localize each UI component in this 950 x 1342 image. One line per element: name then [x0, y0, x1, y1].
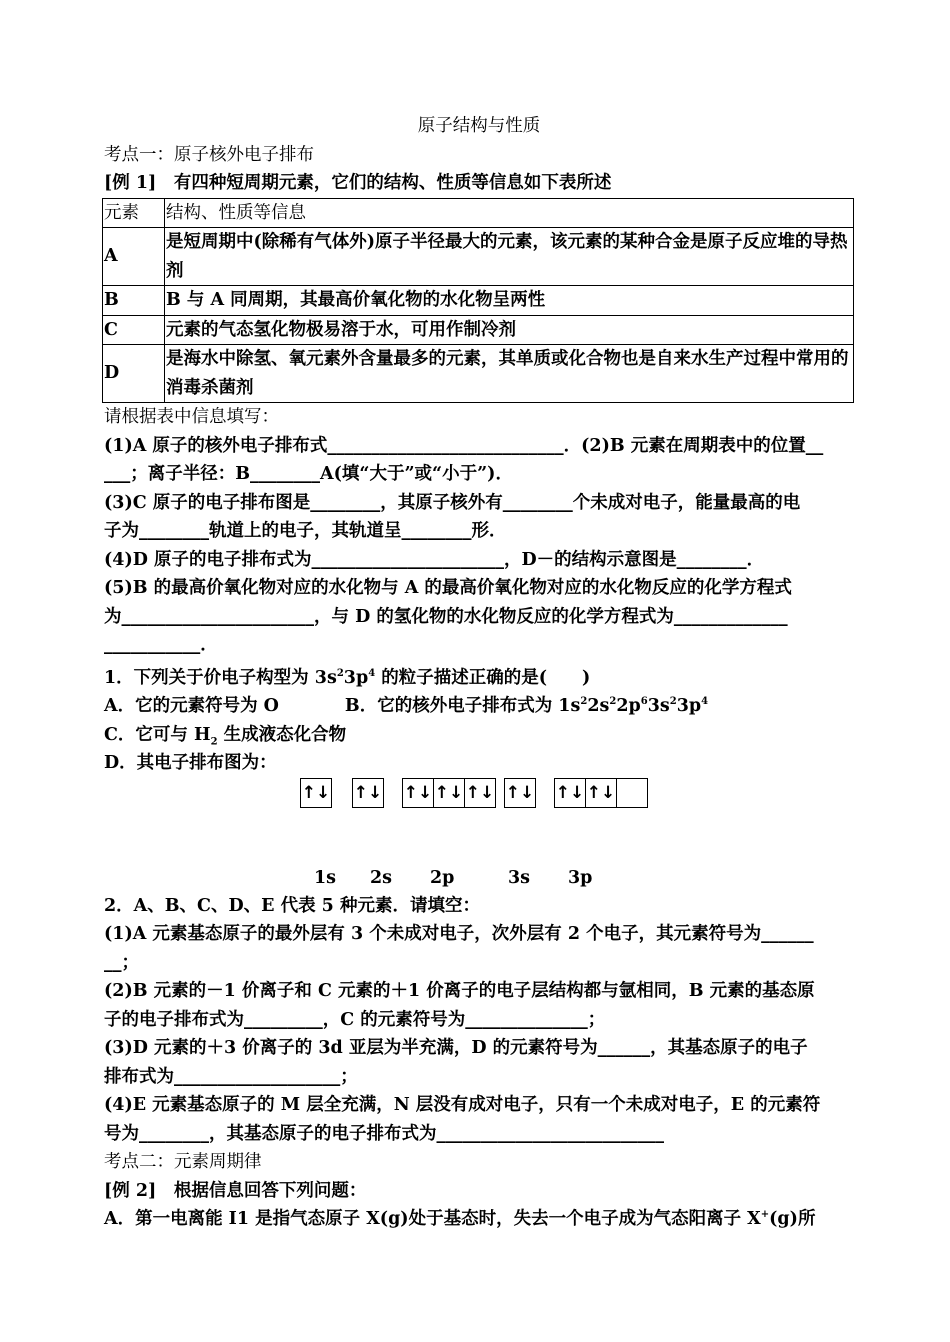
orbital-cell: ↑↓ — [465, 782, 495, 803]
text-line: (1)A 元素基态原子的最外层有 3 个未成对电子，次外层有 2 个电子，其元素符号为______ — [104, 924, 814, 944]
orbital-label: 3p — [568, 867, 593, 888]
table-row — [103, 286, 854, 316]
orbital-cell: ↑↓ — [403, 779, 434, 807]
text-line: 排布式为___________________； — [104, 1066, 358, 1087]
orbital-cell: ↑↓ — [301, 782, 331, 803]
section-heading-2: 考点二：元素周期律 — [104, 1152, 262, 1172]
orbital-cell — [617, 779, 647, 807]
orbital-box-2p — [402, 778, 496, 808]
text-line: A．第一电离能 I1 是指气态原子 X(g)处于基态时，失去一个电子成为气态阳离子 X+(g)所 — [104, 1209, 816, 1229]
table-header-row — [103, 198, 854, 228]
text-line: (3)C 原子的电子排布图是________，其原子核外有________个未成对电子，能量最高的电 — [104, 492, 801, 513]
text-line: 号为________，其基态原子的电子排布式为__________________________ — [104, 1123, 664, 1144]
orbital-cell: ↑↓ — [434, 779, 465, 807]
doc-title: 原子结构与性质 — [417, 116, 541, 136]
table-value-cell: 是海水中除氢、氧元素外含量最多的元素，其单质或化合物也是自来水生产过程中常用的消毒杀菌剂 — [165, 345, 854, 403]
text-line: 子为________轨道上的电子，其轨道呈________形． — [104, 521, 507, 541]
orbital-label: 1s — [314, 867, 337, 888]
table-header-cell: 元素 — [103, 198, 165, 228]
text-line: (4)E 元素基态原子的 M 层全充满，N 层没有成对电子，只有一个未成对电子，E 的元素符 — [104, 1095, 821, 1115]
option-d: D．其电子排布图为： — [104, 753, 277, 773]
table-row — [103, 315, 854, 345]
orbital-box-3p — [554, 778, 648, 808]
text-line: (5)B 的最高价氧化物对应的水化物与 A 的最高价氧化物对应的水化物反应的化学方程式 — [104, 578, 792, 598]
text-line: 2．A、B、C、D、E 代表 5 种元素．请填空： — [104, 895, 480, 916]
instruction-text: 请根据表中信息填写： — [104, 407, 279, 427]
table-key-cell: C — [103, 315, 165, 345]
orbital-cell: ↑↓ — [353, 782, 383, 803]
orbital-box-3s — [504, 778, 536, 808]
text-line: ___；离子半径：B________A(填“大于”或“小于”)． — [104, 464, 513, 484]
table-value-cell: B 与 A 同周期，其最高价氧化物的水化物呈两性 — [165, 286, 854, 316]
option-c: C．它可与 $H_2$ 生成液态化合物 — [104, 724, 347, 747]
question-1-block — [104, 432, 854, 660]
orbital-box-1s — [300, 778, 332, 808]
table-key-cell: D — [103, 345, 165, 403]
question-2-block — [104, 892, 854, 1149]
text-line: 子的电子排布式为_________，C 的元素符号为______________； — [104, 1009, 606, 1030]
orbital-label: 2s — [370, 867, 393, 888]
text-line: (4)D 原子的电子排布式为______________________，D－的结构示意图是________． — [104, 549, 765, 570]
element-info-table — [102, 198, 854, 404]
option-b: B．它的核外电子排布式为 $1s^22s^22p^63s^23p^4$ — [344, 696, 709, 716]
table-value-cell: 是短周期中(除稀有气体外)原子半径最大的元素，该元素的某种合金是原子反应堆的导热剂 — [165, 228, 854, 286]
text-line: (3)D 元素的＋3 价离子的 3d 亚层为半充满，D 的元素符号为______，其基态原子的电子 — [104, 1038, 808, 1058]
text-line: (2)B 元素的－1 价离子和 C 元素的＋1 价离子的电子层结构都与氩相同，B 元素的基态原 — [104, 981, 815, 1001]
orbital-cell: ↑↓ — [505, 782, 535, 803]
orbital-labels — [104, 864, 854, 892]
table-row — [103, 345, 854, 403]
multiple-choice-question — [104, 664, 854, 892]
orbital-box-2s — [352, 778, 384, 808]
text-line: (1)A 原子的核外电子排布式___________________________．(2)B 元素在周期表中的位置__ — [104, 435, 824, 456]
table-value-cell: 元素的气态氢化物极易溶于水，可用作制冷剂 — [165, 315, 854, 345]
text-line: 为______________________，与 D 的氢化物的水化物反应的化学方程式为_____________ — [104, 606, 788, 627]
table-key-cell: A — [103, 228, 165, 286]
orbital-cell: ↑↓ — [555, 779, 586, 807]
text-line: ___________． — [104, 635, 218, 655]
table-header-cell: 结构、性质等信息 — [165, 198, 854, 228]
document-page — [104, 112, 854, 1234]
example-2-heading: [例 2] 根据信息回答下列问题： — [104, 1180, 367, 1201]
orbital-diagram — [104, 778, 854, 864]
example-1-heading: [例 1] 有四种短周期元素，它们的结构、性质等信息如下表所述 — [104, 173, 612, 193]
mc-stem: 1．下列关于价电子构型为 $3s^23p^4$ 的粒子描述正确的是( ) — [104, 667, 591, 688]
section-heading-1: 考点一：原子核外电子排布 — [104, 144, 314, 165]
table-row — [103, 228, 854, 286]
text-line: __； — [104, 952, 139, 973]
option-a: A．它的元素符号为 O — [104, 696, 279, 716]
orbital-label: 3s — [508, 867, 531, 888]
table-key-cell: B — [103, 286, 165, 316]
orbital-cell: ↑↓ — [586, 779, 617, 807]
orbital-label: 2p — [430, 867, 455, 888]
mc-options-ab — [104, 692, 854, 721]
